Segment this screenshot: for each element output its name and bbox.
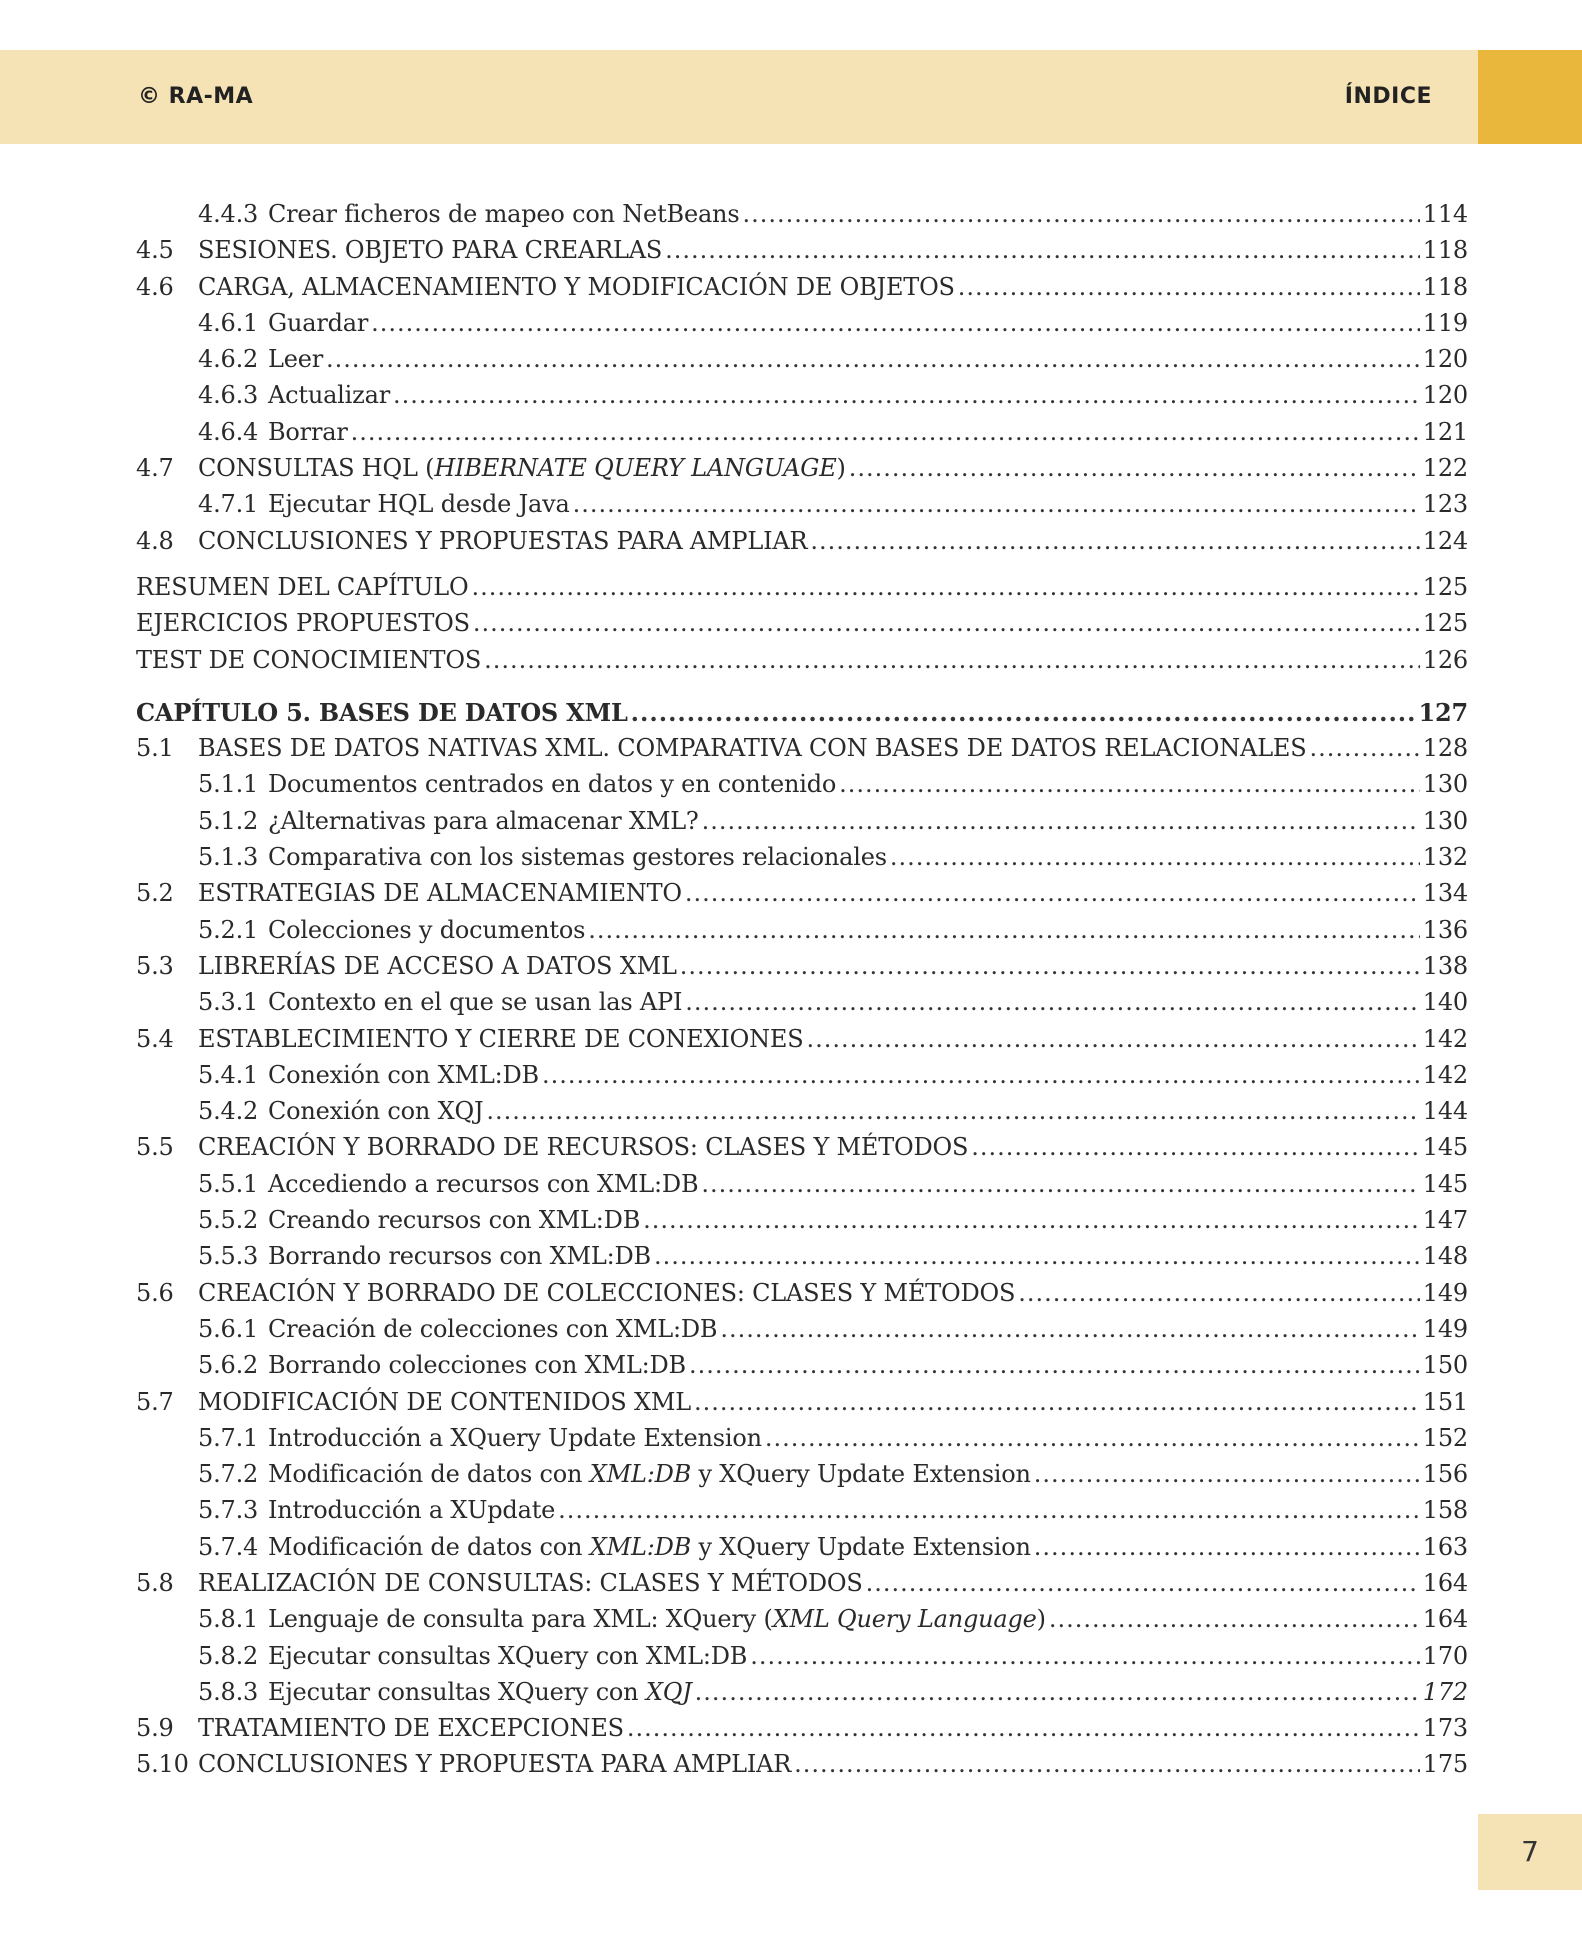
toc-entry-title-text: Creación de colecciones con XML:DB — [268, 1314, 718, 1343]
dot-leader — [720, 1315, 1419, 1343]
toc-entry-title — [268, 1242, 651, 1270]
toc-entry[interactable] — [136, 879, 1468, 915]
table-of-contents — [136, 200, 1468, 1787]
toc-entry-number: 5.4.2 — [198, 1097, 259, 1126]
toc-entry[interactable] — [136, 236, 1468, 272]
toc-entry[interactable] — [136, 418, 1468, 454]
toc-entry-title-suffix: ) — [836, 454, 846, 483]
toc-entry-number: 4.6.1 — [198, 308, 259, 337]
toc-entry[interactable] — [136, 646, 1468, 682]
toc-entry-page: 164 — [1422, 1605, 1468, 1634]
toc-entry-title-text: CONCLUSIONES Y PROPUESTA PARA AMPLIAR — [198, 1750, 792, 1779]
toc-entry-page: 138 — [1422, 951, 1468, 980]
toc-entry-title-text: Lenguaje de consulta para XML: XQuery ( — [268, 1605, 773, 1634]
dot-leader — [351, 418, 1420, 446]
toc-entry-number: 5.5.1 — [198, 1169, 259, 1198]
toc-entry[interactable] — [136, 609, 1468, 645]
header-accent-block — [1478, 50, 1582, 144]
toc-entry-title-text: REALIZACIÓN DE CONSULTAS: CLASES Y MÉTODOS — [198, 1568, 863, 1597]
toc-entry-number: 5.1.2 — [198, 806, 259, 835]
toc-entry-title — [268, 1496, 555, 1524]
toc-entry-page: 142 — [1422, 1060, 1468, 1089]
toc-entry-title — [268, 490, 570, 518]
toc-entry-page: 125 — [1422, 609, 1468, 638]
toc-entry-title-text: CONCLUSIONES Y PROPUESTAS PARA AMPLIAR — [198, 526, 808, 555]
toc-entry-title — [198, 454, 846, 482]
toc-entry-page: 149 — [1422, 1314, 1468, 1343]
running-header — [0, 50, 1582, 144]
toc-entry-number: 5.6 — [136, 1278, 174, 1307]
toc-entry-title — [268, 1315, 717, 1343]
toc-entry-title-text: Introducción a XQuery Update Extension — [268, 1423, 762, 1452]
toc-entry-page: 114 — [1422, 200, 1468, 228]
toc-entry[interactable] — [136, 988, 1468, 1024]
toc-entry-title-suffix: ) — [1036, 1605, 1046, 1634]
toc-entry-number: 5.3.1 — [198, 988, 259, 1017]
toc-entry-title — [268, 770, 836, 798]
dot-leader — [631, 698, 1416, 727]
toc-entry-page: 158 — [1422, 1496, 1468, 1525]
toc-entry-page: 127 — [1418, 697, 1468, 727]
dot-leader — [371, 309, 1420, 337]
dot-leader — [643, 1206, 1420, 1234]
toc-entry[interactable] — [136, 1642, 1468, 1678]
toc-entry-title-text: ESTRATEGIAS DE ALMACENAMIENTO — [198, 879, 682, 908]
toc-entry-number: 5.8 — [136, 1568, 174, 1597]
toc-entry[interactable] — [136, 527, 1468, 563]
toc-entry[interactable] — [136, 490, 1468, 526]
toc-entry-page: 130 — [1422, 770, 1468, 799]
toc-entry-page: 144 — [1422, 1097, 1468, 1126]
toc-entry-title — [268, 807, 699, 835]
dot-leader — [890, 843, 1420, 871]
toc-entry-number: 5.4.1 — [198, 1060, 259, 1089]
toc-entry-title-text: Ejecutar HQL desde Java — [268, 490, 570, 519]
toc-entry[interactable] — [136, 807, 1468, 843]
toc-entry[interactable] — [136, 1351, 1468, 1387]
dot-leader — [1018, 1279, 1420, 1307]
toc-entry[interactable] — [136, 1206, 1468, 1242]
toc-entry-title-text: CARGA, ALMACENAMIENTO Y MODIFICACIÓN DE OBJETOS — [198, 272, 955, 301]
toc-entry-number: 5.7 — [136, 1387, 174, 1416]
toc-entry[interactable] — [136, 1388, 1468, 1424]
toc-entry-title-text: Modificación de datos con — [268, 1460, 590, 1489]
toc-entry-number: 5.5.2 — [198, 1206, 259, 1235]
toc-entry[interactable] — [136, 952, 1468, 988]
dot-leader — [695, 1678, 1420, 1706]
toc-entry[interactable] — [136, 1315, 1468, 1351]
toc-entry-title-text: Guardar — [268, 308, 369, 337]
toc-entry-page: 130 — [1422, 806, 1468, 835]
toc-entry-title — [198, 1133, 968, 1161]
toc-entry-title — [268, 345, 323, 373]
toc-entry-number: 5.8.2 — [198, 1641, 259, 1670]
toc-entry-title — [268, 1351, 686, 1379]
toc-entry-title-text: BASES DE DATOS NATIVAS XML. COMPARATIVA CON BASES DE DATOS RELACIONALES — [198, 734, 1307, 763]
toc-entry-title — [268, 1097, 483, 1125]
toc-entry-title-italic: HIBERNATE QUERY LANGUAGE — [434, 454, 837, 483]
toc-entry-title-text: Colecciones y documentos — [268, 915, 586, 944]
dot-leader — [685, 879, 1420, 907]
toc-entry[interactable] — [136, 454, 1468, 490]
dot-leader — [971, 1133, 1420, 1161]
toc-entry-title — [198, 1025, 804, 1053]
toc-entry[interactable] — [136, 1605, 1468, 1641]
toc-entry-number: 4.6.2 — [198, 345, 259, 374]
toc-entry-page: 118 — [1422, 236, 1468, 265]
toc-entry-number: 5.7.2 — [198, 1460, 259, 1489]
toc-entry[interactable] — [136, 345, 1468, 381]
toc-entry[interactable] — [136, 381, 1468, 417]
toc-entry-page: 124 — [1422, 526, 1468, 555]
section-title: ÍNDICE — [1344, 84, 1432, 109]
dot-leader — [665, 236, 1420, 264]
toc-entry-title — [268, 1206, 640, 1234]
toc-entry-title — [136, 646, 481, 674]
toc-entry-title — [268, 1605, 1046, 1633]
toc-entry-number: 4.6.4 — [198, 417, 259, 446]
toc-entry-number: 5.10 — [136, 1750, 189, 1779]
toc-entry-title-text: Documentos centrados en datos y en contenido — [268, 770, 837, 799]
toc-entry-title-text: Actualizar — [268, 381, 390, 410]
dot-leader — [627, 1714, 1420, 1742]
dot-leader — [807, 1025, 1420, 1053]
toc-entry-title-text: Accediendo a recursos con XML:DB — [268, 1169, 699, 1198]
toc-entry-title — [268, 1642, 747, 1670]
toc-entry[interactable] — [136, 1170, 1468, 1206]
dot-leader — [765, 1424, 1420, 1452]
toc-entry-title — [198, 273, 955, 301]
toc-entry-number: 5.8.3 — [198, 1677, 259, 1706]
toc-entry-title — [268, 381, 390, 409]
toc-entry-number: 4.6 — [136, 272, 174, 301]
toc-entry[interactable] — [136, 734, 1468, 770]
toc-entry[interactable] — [136, 1533, 1468, 1569]
toc-entry-title — [198, 879, 682, 907]
toc-entry-title-text: ¿Alternativas para almacenar XML? — [268, 806, 699, 835]
toc-entry-title — [198, 527, 807, 555]
toc-entry-title — [268, 1061, 539, 1089]
toc-entry-title-text: ESTABLECIMIENTO Y CIERRE DE CONEXIONES — [198, 1024, 804, 1053]
publisher-mark: © RA-MA — [138, 84, 254, 109]
dot-leader — [542, 1061, 1420, 1089]
toc-entry-title — [198, 952, 677, 980]
dot-leader — [1034, 1460, 1420, 1488]
dot-leader — [473, 609, 1420, 637]
dot-leader — [1310, 734, 1420, 762]
dot-leader — [588, 916, 1420, 944]
toc-entry-page: 170 — [1422, 1641, 1468, 1670]
toc-entry-title — [268, 1460, 1031, 1488]
toc-entry-page: 145 — [1422, 1169, 1468, 1198]
dot-leader — [654, 1242, 1420, 1270]
toc-entry-page: 147 — [1422, 1206, 1468, 1235]
toc-entry-title — [268, 1424, 762, 1452]
toc-entry-page: 125 — [1422, 572, 1468, 601]
toc-entry-title-text: Ejecutar consultas XQuery con XML:DB — [268, 1641, 748, 1670]
dot-leader — [1034, 1533, 1420, 1561]
toc-entry-number: 5.1.3 — [198, 843, 259, 872]
toc-entry-page: 128 — [1422, 734, 1468, 763]
page-number: 7 — [1478, 1814, 1582, 1890]
toc-entry-number: 5.7.4 — [198, 1532, 259, 1561]
toc-entry-title — [268, 916, 585, 944]
toc-entry[interactable] — [136, 1061, 1468, 1097]
dot-leader — [702, 807, 1420, 835]
toc-entry-number: 4.5 — [136, 236, 174, 265]
toc-entry-page: 150 — [1422, 1351, 1468, 1380]
toc-entry-title-text: Borrar — [268, 417, 348, 446]
toc-entry[interactable] — [136, 573, 1468, 609]
toc-entry-title-text: Crear ficheros de mapeo con NetBeans — [268, 200, 740, 228]
toc-entry-title — [198, 1279, 1015, 1307]
toc-entry-title-text: EJERCICIOS PROPUESTOS — [136, 609, 470, 638]
dot-leader — [1049, 1605, 1420, 1633]
toc-entry-number: 5.2.1 — [198, 915, 259, 944]
toc-entry[interactable] — [136, 1025, 1468, 1061]
dot-leader — [689, 1351, 1420, 1379]
dot-leader — [701, 1170, 1419, 1198]
toc-entry-title — [198, 1750, 791, 1778]
toc-entry-title-text: CAPÍTULO 5. BASES DE DATOS XML — [136, 697, 628, 727]
toc-entry-page: 149 — [1422, 1278, 1468, 1307]
toc-entry-page: 123 — [1422, 490, 1468, 519]
toc-entry-title — [198, 1388, 691, 1416]
toc-entry-page: 175 — [1422, 1750, 1468, 1779]
toc-entry-page: 156 — [1422, 1460, 1468, 1489]
toc-entry[interactable] — [136, 1714, 1468, 1750]
toc-entry-page: 118 — [1422, 272, 1468, 301]
toc-entry-title-text: TEST DE CONOCIMIENTOS — [136, 645, 482, 674]
dot-leader — [849, 454, 1420, 482]
toc-entry-page: 163 — [1422, 1532, 1468, 1561]
toc-entry-number: 4.8 — [136, 526, 174, 555]
toc-entry-page: 122 — [1422, 454, 1468, 483]
toc-entry-title-text: LIBRERÍAS DE ACCESO A DATOS XML — [198, 951, 677, 980]
toc-entry[interactable] — [136, 1424, 1468, 1460]
dot-leader — [958, 273, 1420, 301]
dot-leader — [685, 988, 1420, 1016]
toc-entry-number: 5.7.1 — [198, 1423, 259, 1452]
toc-entry[interactable] — [136, 698, 1468, 734]
toc-entry-title — [136, 609, 470, 637]
dot-leader — [484, 646, 1420, 674]
toc-entry-page: 126 — [1422, 645, 1468, 674]
toc-entry-number: 5.8.1 — [198, 1605, 259, 1634]
toc-entry[interactable] — [136, 770, 1468, 806]
toc-entry-title — [268, 1678, 692, 1706]
toc-entry-title — [198, 236, 662, 264]
toc-entry-title-text: Borrando recursos con XML:DB — [268, 1242, 651, 1271]
toc-entry-title-text: Conexión con XQJ — [268, 1097, 484, 1126]
toc-entry-title — [268, 843, 887, 871]
toc-entry-title-italic: XML:DB — [589, 1532, 692, 1561]
toc-entry-page: 140 — [1422, 988, 1468, 1017]
toc-entry[interactable] — [136, 1678, 1468, 1714]
toc-entry-title-text: RESUMEN DEL CAPÍTULO — [136, 572, 469, 601]
dot-leader — [810, 527, 1419, 555]
toc-entry-title — [136, 573, 468, 601]
toc-entry-number: 4.7.1 — [198, 490, 259, 519]
toc-entry-page: 164 — [1422, 1568, 1468, 1597]
toc-entry-page: 145 — [1422, 1133, 1468, 1162]
toc-entry[interactable] — [136, 309, 1468, 345]
toc-entry-number: 5.6.2 — [198, 1351, 259, 1380]
toc-entry[interactable] — [136, 1242, 1468, 1278]
toc-entry-title — [268, 1533, 1031, 1561]
toc-entry-title-text: CREACIÓN Y BORRADO DE RECURSOS: CLASES Y MÉTODOS — [198, 1133, 969, 1162]
dot-leader — [794, 1750, 1420, 1778]
toc-entry[interactable] — [136, 1133, 1468, 1169]
toc-entry-title-text: Leer — [268, 345, 324, 374]
toc-entry-page: 172 — [1422, 1677, 1468, 1706]
toc-entry-title — [268, 988, 682, 1016]
toc-entry[interactable] — [136, 1750, 1468, 1786]
toc-entry-title — [198, 1569, 863, 1597]
toc-entry-title-text: Conexión con XML:DB — [268, 1060, 539, 1089]
toc-entry-title-text: SESIONES. OBJETO PARA CREARLAS — [198, 236, 663, 265]
toc-entry-page: 152 — [1422, 1423, 1468, 1452]
toc-entry[interactable] — [136, 1460, 1468, 1496]
toc-entry[interactable] — [136, 1279, 1468, 1315]
toc-entry-number: 5.6.1 — [198, 1314, 259, 1343]
toc-entry[interactable] — [136, 1097, 1468, 1133]
toc-entry-title-text: Borrando colecciones con XML:DB — [268, 1351, 686, 1380]
toc-entry[interactable] — [136, 843, 1468, 879]
toc-entry-number: 4.7 — [136, 454, 174, 483]
toc-entry-title-suffix: y XQuery Update Extension — [691, 1532, 1031, 1561]
toc-entry[interactable] — [136, 916, 1468, 952]
toc-entry-page: 136 — [1422, 915, 1468, 944]
dot-leader — [839, 770, 1420, 798]
toc-entry-title — [198, 1714, 624, 1742]
toc-entry-title-text: Modificación de datos con — [268, 1532, 590, 1561]
toc-entry-number: 5.9 — [136, 1714, 174, 1743]
dot-leader — [326, 345, 1420, 373]
toc-entry-page: 132 — [1422, 843, 1468, 872]
toc-entry-title-suffix: y XQuery Update Extension — [691, 1460, 1031, 1489]
toc-entry-title-text: Ejecutar consultas XQuery con — [268, 1677, 646, 1706]
toc-entry-title-text: CONSULTAS HQL ( — [198, 454, 435, 483]
toc-entry-title — [136, 698, 628, 727]
toc-entry[interactable] — [136, 200, 1468, 236]
toc-entry-page: 173 — [1422, 1714, 1468, 1743]
toc-entry-page: 120 — [1422, 381, 1468, 410]
toc-entry[interactable] — [136, 1569, 1468, 1605]
dot-leader — [680, 952, 1420, 980]
toc-entry-number: 5.1 — [136, 734, 174, 763]
toc-entry-title — [198, 734, 1307, 762]
toc-entry-page: 134 — [1422, 879, 1468, 908]
toc-entry-title-text: Introducción a XUpdate — [268, 1496, 556, 1525]
dot-leader — [558, 1496, 1420, 1524]
toc-entry-page: 151 — [1422, 1387, 1468, 1416]
toc-entry-title-text: CREACIÓN Y BORRADO DE COLECCIONES: CLASES Y MÉTODOS — [198, 1278, 1016, 1307]
toc-entry-title-italic: XQJ — [645, 1677, 692, 1706]
dot-leader — [573, 490, 1420, 518]
toc-entry-title — [268, 309, 368, 337]
toc-entry-page: 148 — [1422, 1242, 1468, 1271]
toc-entry-number: 5.1.1 — [198, 770, 259, 799]
toc-entry-page: 120 — [1422, 345, 1468, 374]
toc-entry-number: 5.7.3 — [198, 1496, 259, 1525]
toc-entry-title-text: TRATAMIENTO DE EXCEPCIONES — [198, 1714, 624, 1743]
toc-entry-title-text: Contexto en el que se usan las API — [268, 988, 683, 1017]
toc-entry[interactable] — [136, 1496, 1468, 1532]
dot-leader — [393, 381, 1420, 409]
dot-leader — [471, 573, 1419, 601]
toc-entry-number: 4.6.3 — [198, 381, 259, 410]
toc-entry-page: 119 — [1422, 308, 1468, 337]
dot-leader — [486, 1097, 1419, 1125]
dot-leader — [694, 1388, 1420, 1416]
toc-entry-title — [268, 200, 739, 228]
toc-entry-number: 5.4 — [136, 1024, 174, 1053]
toc-entry-title-text: Comparativa con los sistemas gestores relacionales — [268, 843, 887, 872]
toc-entry-title-text: Creando recursos con XML:DB — [268, 1206, 641, 1235]
toc-entry-number: 4.4.3 — [198, 200, 259, 228]
toc-entry-title-italic: XML Query Language — [772, 1605, 1037, 1634]
toc-entry-number: 5.2 — [136, 879, 174, 908]
toc-entry-number: 5.5.3 — [198, 1242, 259, 1271]
dot-leader — [750, 1642, 1420, 1670]
toc-entry-title — [268, 418, 348, 446]
toc-entry-title-text: MODIFICACIÓN DE CONTENIDOS XML — [198, 1387, 691, 1416]
toc-entry-number: 5.3 — [136, 951, 174, 980]
toc-entry-title — [268, 1170, 698, 1198]
toc-entry-number: 5.5 — [136, 1133, 174, 1162]
toc-entry[interactable] — [136, 273, 1468, 309]
toc-entry-page: 142 — [1422, 1024, 1468, 1053]
dot-leader — [866, 1569, 1420, 1597]
toc-entry-page: 121 — [1422, 417, 1468, 446]
dot-leader — [742, 200, 1419, 228]
toc-entry-title-italic: XML:DB — [589, 1460, 692, 1489]
